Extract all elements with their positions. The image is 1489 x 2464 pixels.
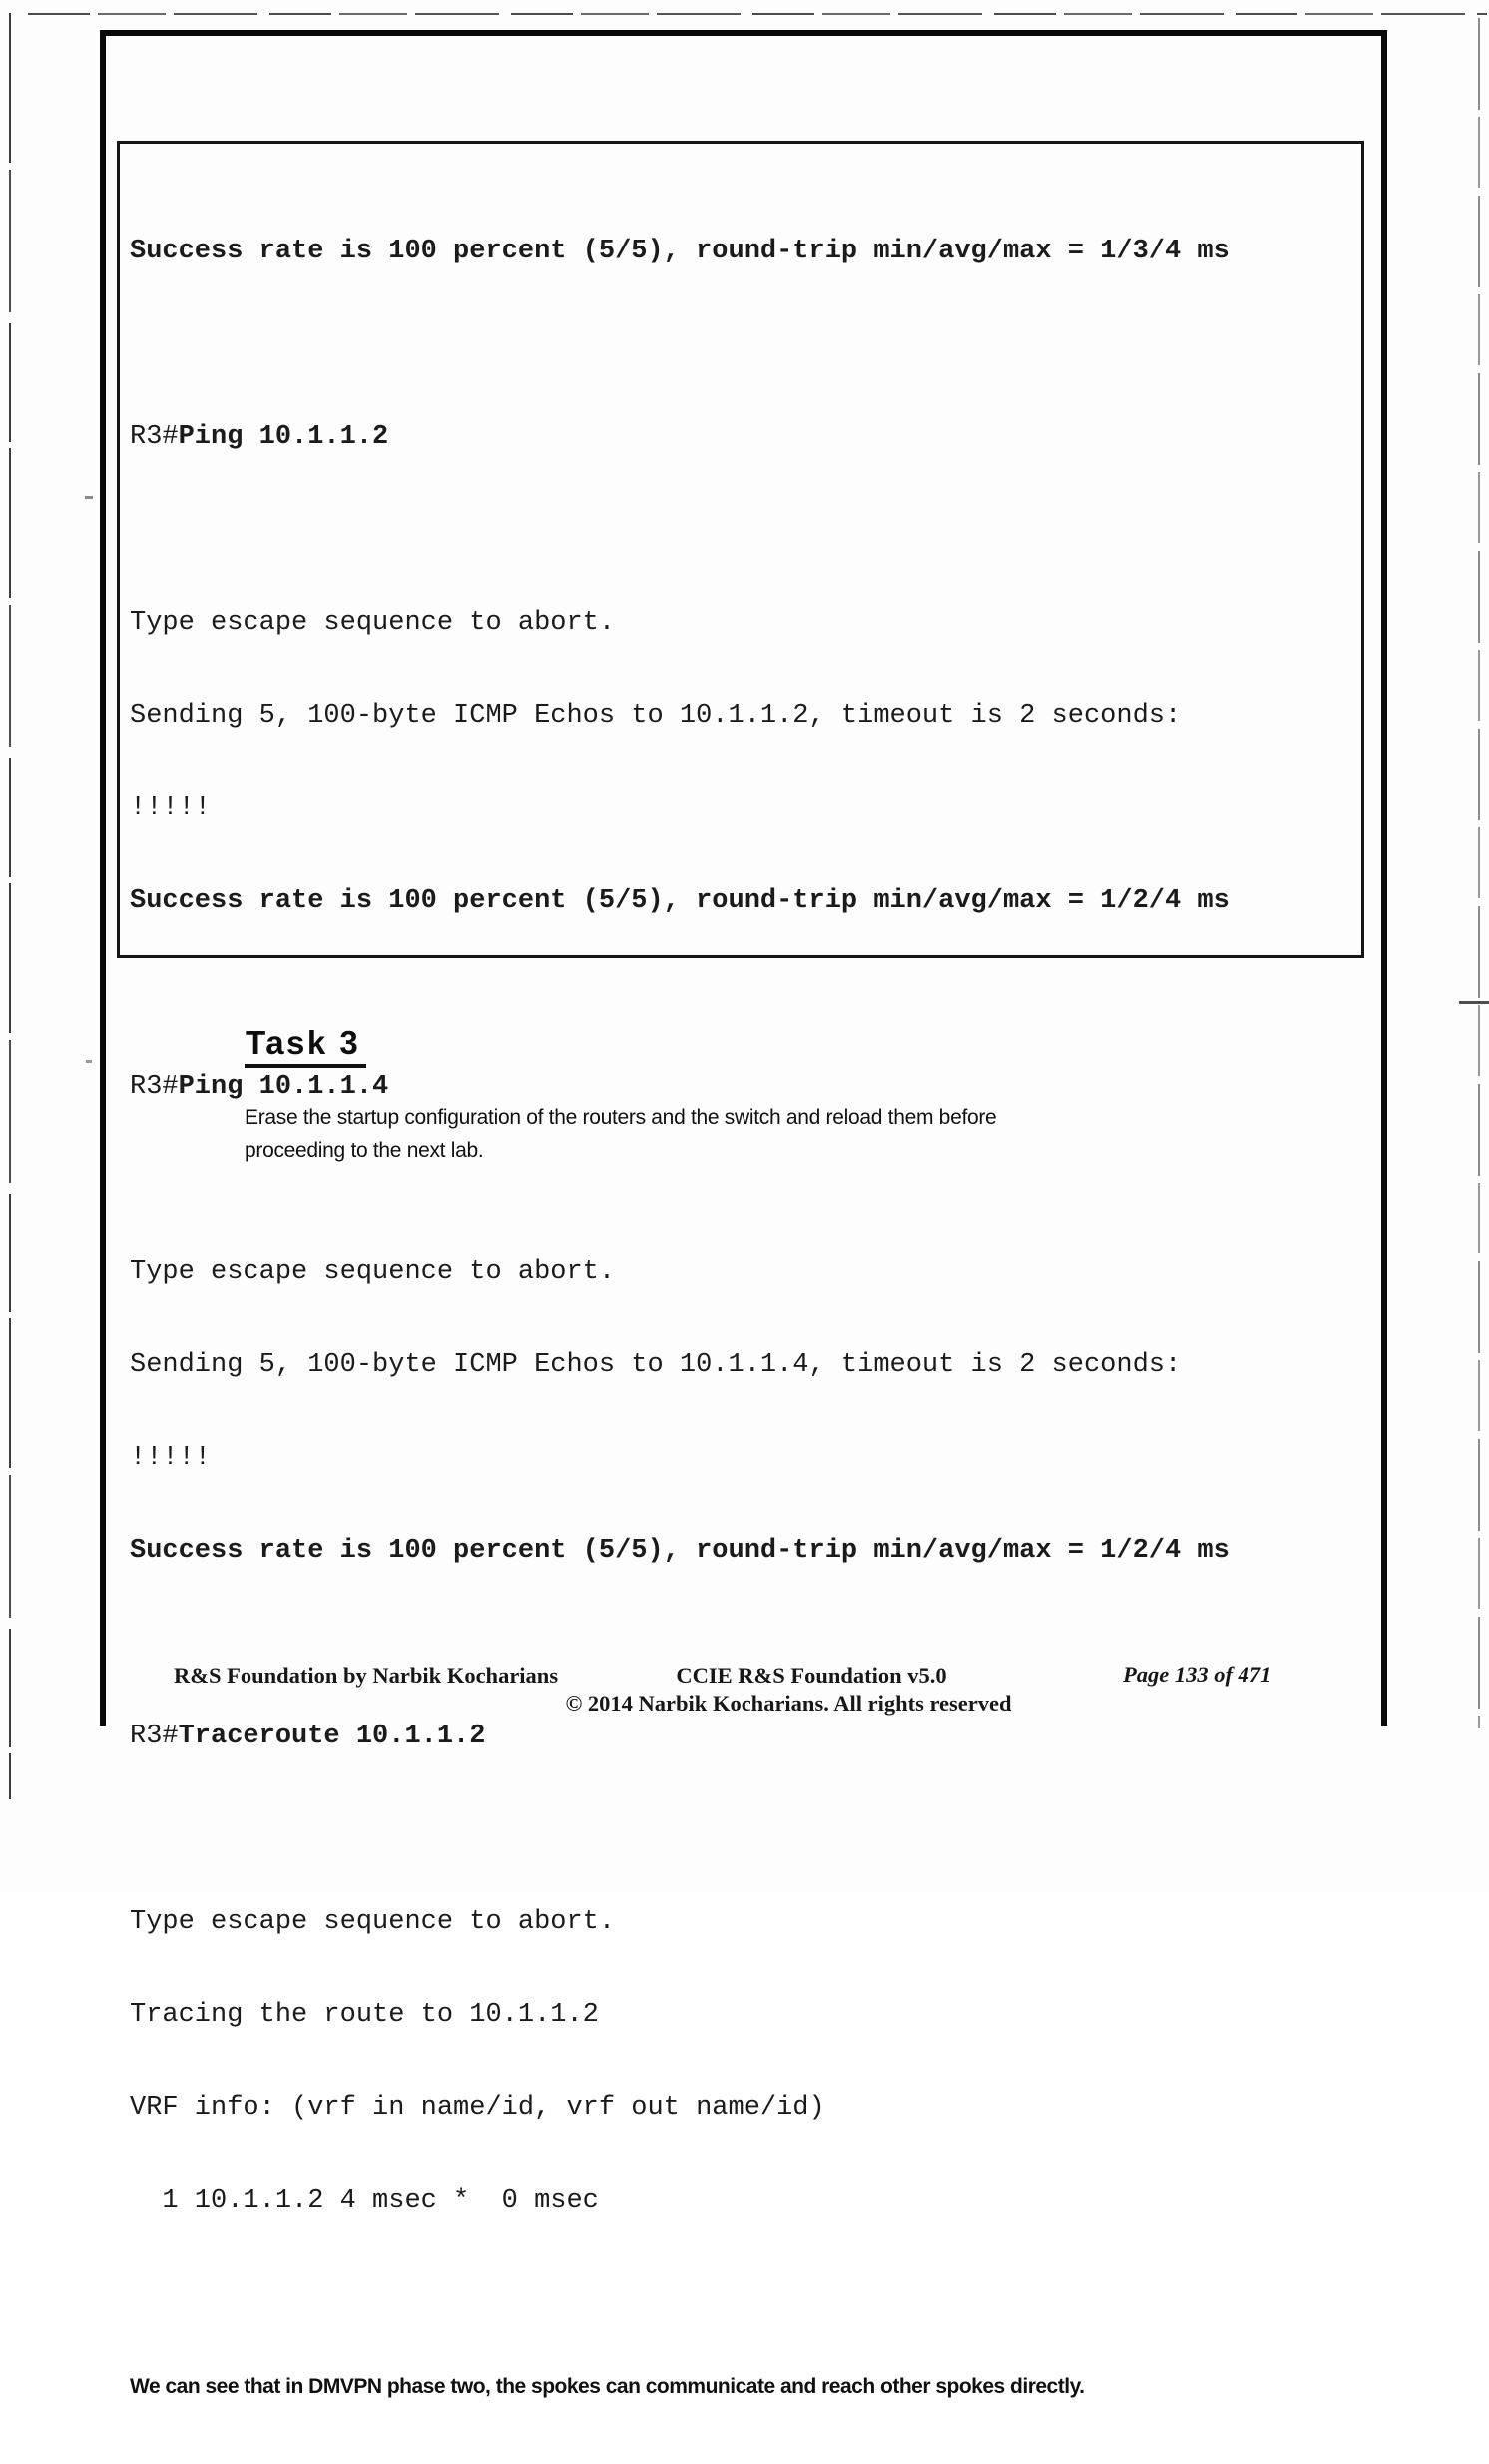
console-line: Type escape sequence to abort. — [130, 1257, 616, 1287]
console-line — [130, 1722, 1230, 1752]
console-blank-line — [130, 2278, 1230, 2309]
console-prompt: R3# — [130, 422, 179, 452]
console-line: Tracing the route to 10.1.1.2 — [130, 2000, 599, 2030]
scan-speck — [86, 1060, 92, 1063]
console-command: Ping 10.1.1.2 — [178, 422, 389, 452]
console-blank-line — [130, 1165, 1230, 1196]
task-body-line: Erase the startup configuration of the routers and the switch and reload them before — [245, 1106, 997, 1129]
scan-right-tick-mark — [1459, 1001, 1489, 1004]
console-blank-line — [130, 329, 1230, 360]
console-line: Sending 5, 100-byte ICMP Echos to 10.1.1.4, timeout is 2 seconds: — [130, 1350, 1182, 1380]
console-blank-line — [130, 979, 1230, 1010]
console-output — [130, 175, 1230, 2464]
task-heading: Task 3 — [245, 1024, 366, 1068]
console-line: Success rate is 100 percent (5/5), round-trip min/avg/max = 1/2/4 ms — [130, 1536, 1230, 1566]
scan-speck — [85, 496, 93, 499]
footer-book-title: R&S Foundation by Narbik Kocharians — [174, 1663, 559, 1688]
console-line — [130, 422, 1230, 453]
console-line: Type escape sequence to abort. — [130, 1907, 616, 1937]
console-blank-line — [130, 1814, 1230, 1845]
console-line: 1 10.1.1.2 4 msec * 0 msec — [130, 2186, 599, 2216]
console-line: !!!!! — [130, 1443, 212, 1473]
console-line: VRF info: (vrf in name/id, vrf out name/id) — [130, 2093, 825, 2123]
console-blank-line — [130, 515, 1230, 546]
console-prompt: R3# — [130, 1722, 179, 1751]
console-command: Ping 10.1.1.4 — [178, 1072, 389, 1102]
scan-top-edge-line — [28, 13, 1487, 15]
console-line: !!!!! — [130, 793, 212, 823]
footer-edition: CCIE R&S Foundation v5.0 — [676, 1663, 947, 1688]
console-note: We can see that in DMVPN phase two, the spokes can communicate and reach other spokes directly. — [130, 2375, 1085, 2398]
console-prompt: R3# — [130, 1072, 179, 1102]
console-blank-line — [130, 1629, 1230, 1660]
console-line: Success rate is 100 percent (5/5), round-trip min/avg/max = 1/2/4 ms — [130, 886, 1230, 916]
console-line — [130, 1072, 1230, 1103]
console-line: Type escape sequence to abort. — [130, 608, 616, 638]
scan-left-edge-line — [9, 13, 11, 1799]
console-command: Traceroute 10.1.1.2 — [178, 1722, 486, 1751]
scan-right-edge-line — [1478, 18, 1480, 1728]
footer-page-number: Page 133 of 471 — [1123, 1662, 1272, 1687]
task-body-line: proceeding to the next lab. — [245, 1139, 484, 1162]
console-line: Sending 5, 100-byte ICMP Echos to 10.1.1.2, timeout is 2 seconds: — [130, 701, 1182, 731]
task-body — [245, 1101, 996, 1167]
footer-copyright: © 2014 Narbik Kocharians. All rights reserved — [565, 1691, 1012, 1716]
console-line: Success rate is 100 percent (5/5), round-trip min/avg/max = 1/3/4 ms — [130, 237, 1230, 266]
